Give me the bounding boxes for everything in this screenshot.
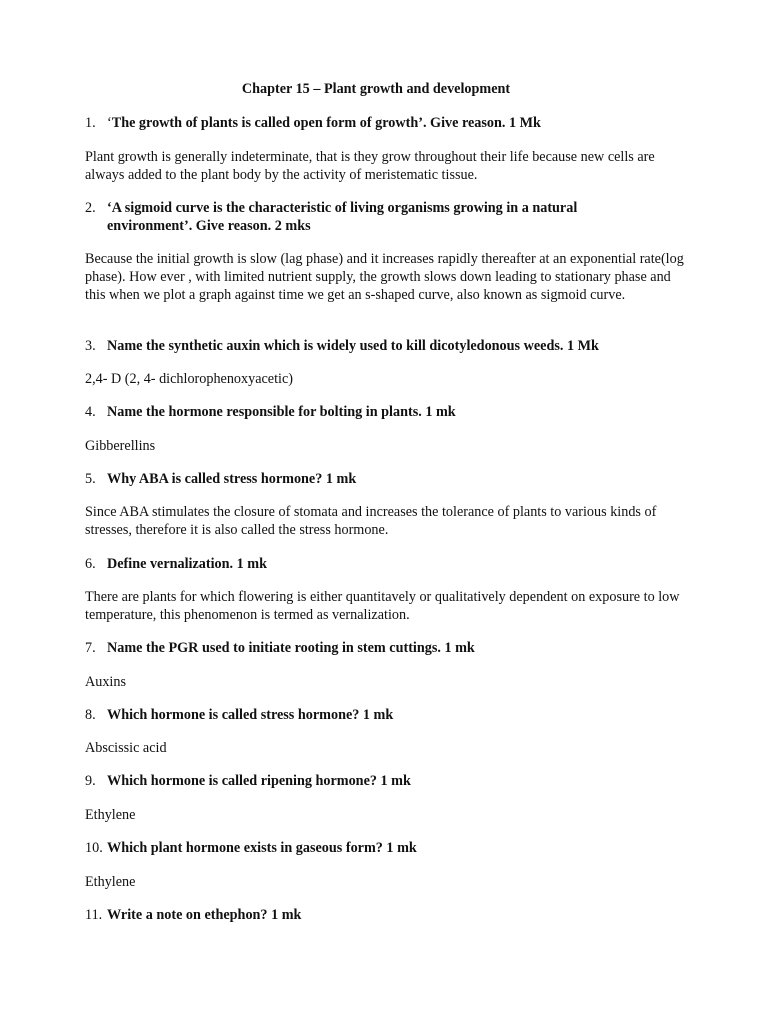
answer-5: Since ABA stimulates the closure of stomata and increases the tolerance of plants to various kinds of stresses, therefore it is also called the stress hormone. bbox=[85, 504, 657, 538]
question-number: 6. bbox=[85, 556, 96, 572]
question-number: 8. bbox=[85, 707, 96, 723]
answer-1: Plant growth is generally indeterminate, that is they grow throughout their life because new cells are always added to the plant body by the activity of meristematic tissue. bbox=[85, 149, 655, 183]
question-text: The growth of plants is called open form of growth’. Give reason. 1 Mk bbox=[111, 115, 541, 131]
question-number: 9. bbox=[85, 773, 96, 789]
answer-9: Ethylene bbox=[85, 807, 136, 823]
question-number: 1. bbox=[85, 115, 96, 131]
question-number: 10. bbox=[85, 840, 103, 856]
answer-3: 2,4- D (2, 4- dichlorophenoxyacetic) bbox=[85, 371, 294, 387]
question-number: 5. bbox=[85, 471, 96, 487]
question-3 bbox=[85, 337, 705, 355]
question-9 bbox=[85, 772, 705, 790]
question-number: 3. bbox=[85, 338, 96, 354]
question-1 bbox=[85, 114, 705, 132]
question-7 bbox=[85, 639, 705, 657]
answer-10: Ethylene bbox=[85, 874, 136, 890]
question-number: 4. bbox=[85, 404, 96, 420]
question-11 bbox=[85, 906, 705, 924]
page-title: Chapter 15 – Plant growth and development bbox=[241, 81, 511, 97]
question-text: Write a note on ethephon? 1 mk bbox=[107, 907, 302, 923]
question-5 bbox=[85, 470, 705, 488]
question-text: Name the synthetic auxin which is widely used to kill dicotyledonous weeds. 1 Mk bbox=[107, 338, 599, 354]
question-text: ‘A sigmoid curve is the characteristic of living organisms growing in a natural environment’. Give reason. 2 mks bbox=[107, 200, 578, 234]
question-8 bbox=[85, 706, 705, 724]
question-text: Name the hormone responsible for bolting in plants. 1 mk bbox=[107, 404, 456, 420]
answer-8: Abscissic acid bbox=[85, 740, 167, 756]
question-10 bbox=[85, 839, 705, 857]
question-text: Name the PGR used to initiate rooting in stem cuttings. 1 mk bbox=[107, 640, 475, 656]
question-number: 7. bbox=[85, 640, 96, 656]
question-2 bbox=[85, 199, 625, 235]
answer-6: There are plants for which flowering is either quantitavely or qualitatively dependent on exposure to low temperature, this phenomenon is termed as vernalization. bbox=[85, 589, 680, 623]
question-text: Why ABA is called stress hormone? 1 mk bbox=[107, 471, 357, 487]
question-text: Which plant hormone exists in gaseous form? 1 mk bbox=[107, 840, 417, 856]
question-number: 2. bbox=[85, 200, 96, 216]
answer-2: Because the initial growth is slow (lag phase) and it increases rapidly thereafter at an exponential rate(log phase). How ever , with limited nutrient supply, the growth slows down leading to stationary phase and this when we plot a graph against time we get an s-shaped curve, also known as sigmoid curve. bbox=[85, 251, 684, 303]
question-open-quote: ‘ bbox=[107, 115, 112, 131]
question-text: Which hormone is called stress hormone? 1 mk bbox=[107, 707, 394, 723]
answer-4: Gibberellins bbox=[85, 438, 156, 454]
question-4 bbox=[85, 403, 705, 421]
question-6 bbox=[85, 555, 705, 573]
question-number: 11. bbox=[85, 907, 103, 923]
answer-7: Auxins bbox=[85, 674, 126, 690]
question-text: Which hormone is called ripening hormone? 1 mk bbox=[107, 773, 411, 789]
question-text: Define vernalization. 1 mk bbox=[107, 556, 267, 572]
